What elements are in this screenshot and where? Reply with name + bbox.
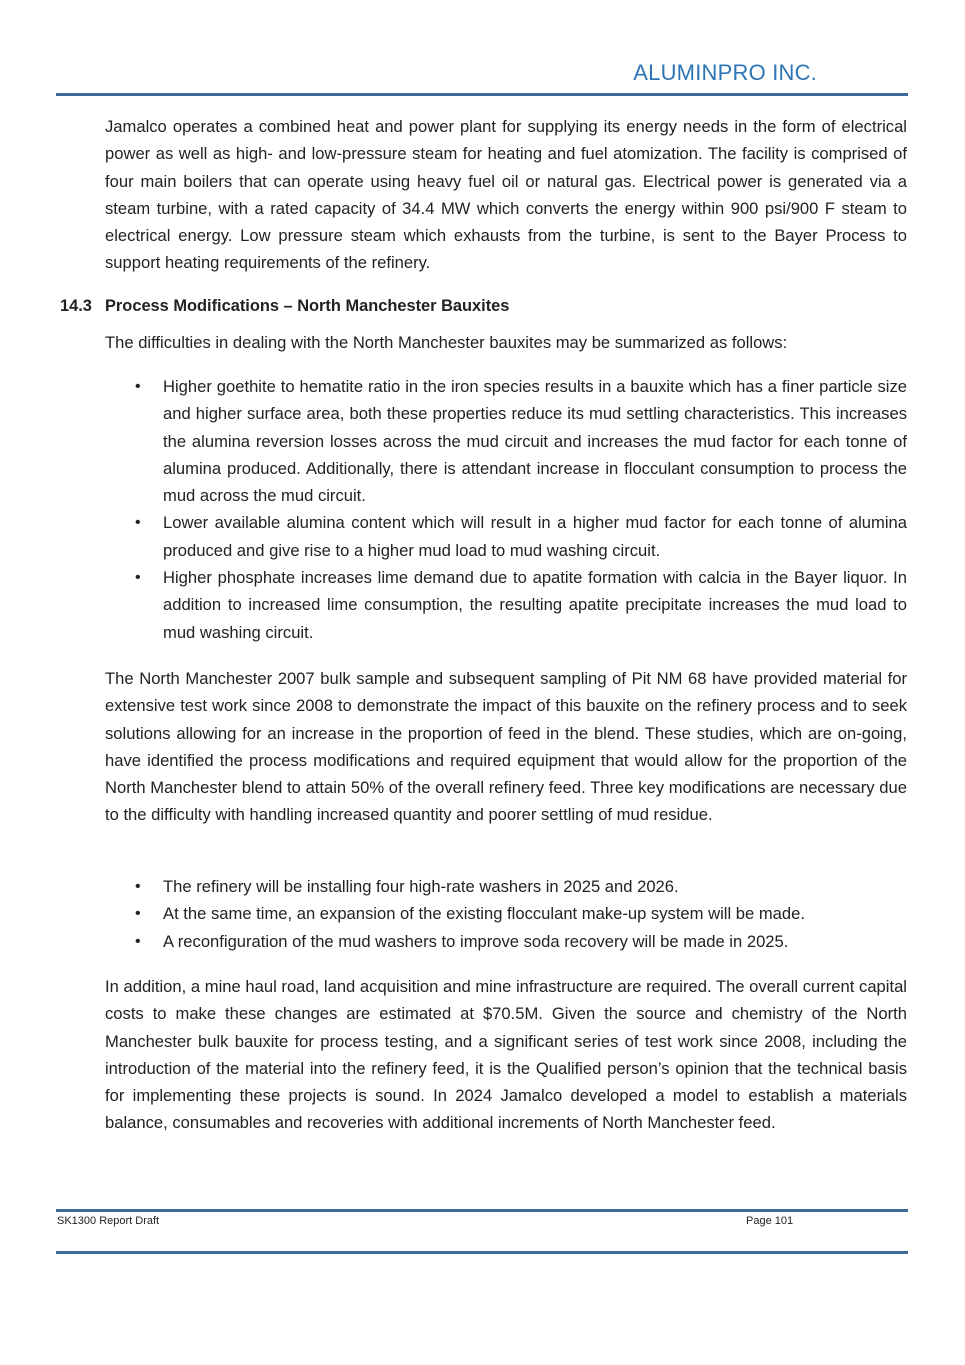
intro-paragraph: The difficulties in dealing with the North Manchester bauxites may be summarized as follows: [105, 333, 788, 352]
list-item [105, 564, 907, 646]
list-item [105, 900, 907, 927]
bullet-icon: • [135, 378, 141, 395]
section-number: 14.3 [60, 297, 92, 315]
list-item [105, 928, 907, 955]
paragraph-bulk-sample: The North Manchester 2007 bulk sample and subsequent sampling of Pit NM 68 have provided material for extensive test work since 2008 to demonstrate the impact of this bauxite on the refinery process and to seek solutions allowing for an increase in the proportion of feed in the blend. These studies, which are on-going, have identified the process modifications and required equipment that would allow for the proportion of the North Manchester blend to attain 50% of the overall refinery feed. Three key modifications are necessary due to the difficulty with handling increased quantity and poorer settling of mud residue. [105, 669, 907, 825]
list-item-text: At the same time, an expansion of the existing flocculant make-up system will be made. [163, 904, 805, 924]
footer-page-number: Page 101 [746, 1215, 794, 1227]
bullet-icon: • [135, 569, 141, 587]
list-item-text: The refinery will be installing four high-rate washers in 2025 and 2026. [163, 877, 679, 896]
bullet-icon: • [135, 514, 141, 532]
section-heading [60, 297, 509, 316]
list-item [105, 509, 907, 564]
list-item-text: Higher goethite to hematite ratio in the iron species results in a bauxite which has a finer particle size and higher surface area, both these properties reduce its mud settling characteristics. This increases the alumina reversion losses across the mud circuit and increases the mud factor for each tonne of alumina produced. Additionally, there is attendant increase in flocculant consumption to process the mud across the mud circuit. [163, 377, 907, 506]
bullet-icon: • [135, 878, 141, 895]
list-item-text: Higher phosphate increases lime demand due to apatite formation with calcia in the Bayer liquor. In addition to increased lime consumption, the resulting apatite precipitate increases the mud load to mud washing circuit. [163, 568, 907, 642]
bullet-icon: • [135, 932, 141, 950]
bullet-icon: • [135, 905, 141, 923]
footer-top-rule [56, 1209, 908, 1212]
paragraph-power-plant: Jamalco operates a combined heat and power plant for supplying its energy needs in the form of electrical power as well as high- and low-pressure steam for heating and fuel atomization. The facility is comprised of four main boilers that can operate using heavy fuel oil or natural gas. Electrical power is generated via a steam turbine, with a rated capacity of 34.4 MW which converts the energy within 900 psi/900 F steam to electrical energy. Low pressure steam which exhausts from the turbine, is sent to the Bayer Process to support heating requirements of the refinery. [105, 117, 907, 273]
footer-bottom-rule [56, 1251, 908, 1254]
paragraph-capital-costs: In addition, a mine haul road, land acquisition and mine infrastructure are required. The overall current capital costs to make these changes are estimated at $70.5M. Given the source and chemistry of the North Manchester bulk bauxite for process testing, and a significant series of test work since 2008, including the introduction of the material into the refinery feed, it is the Qualified person’s opinion that the technical basis for implementing these projects is sound. In 2024 Jamalco developed a model to establish a materials balance, consumables and recoveries with additional increments of North Manchester feed. [105, 977, 907, 1133]
list-item-text: A reconfiguration of the mud washers to improve soda recovery will be made in 2025. [163, 931, 789, 951]
list-item [105, 373, 907, 509]
header-rule [56, 93, 908, 96]
modifications-list [105, 873, 907, 955]
footer-report-title: SK1300 Report Draft [57, 1215, 160, 1227]
list-item-text: Lower available alumina content which will result in a higher mud factor for each tonne of alumina produced and give rise to a higher mud load to mud washing circuit. [163, 513, 907, 560]
difficulties-list [105, 373, 907, 646]
list-item [105, 873, 907, 900]
section-title: Process Modifications – North Manchester Bauxites [105, 297, 510, 315]
company-header: ALUMINPRO INC. [633, 60, 817, 85]
